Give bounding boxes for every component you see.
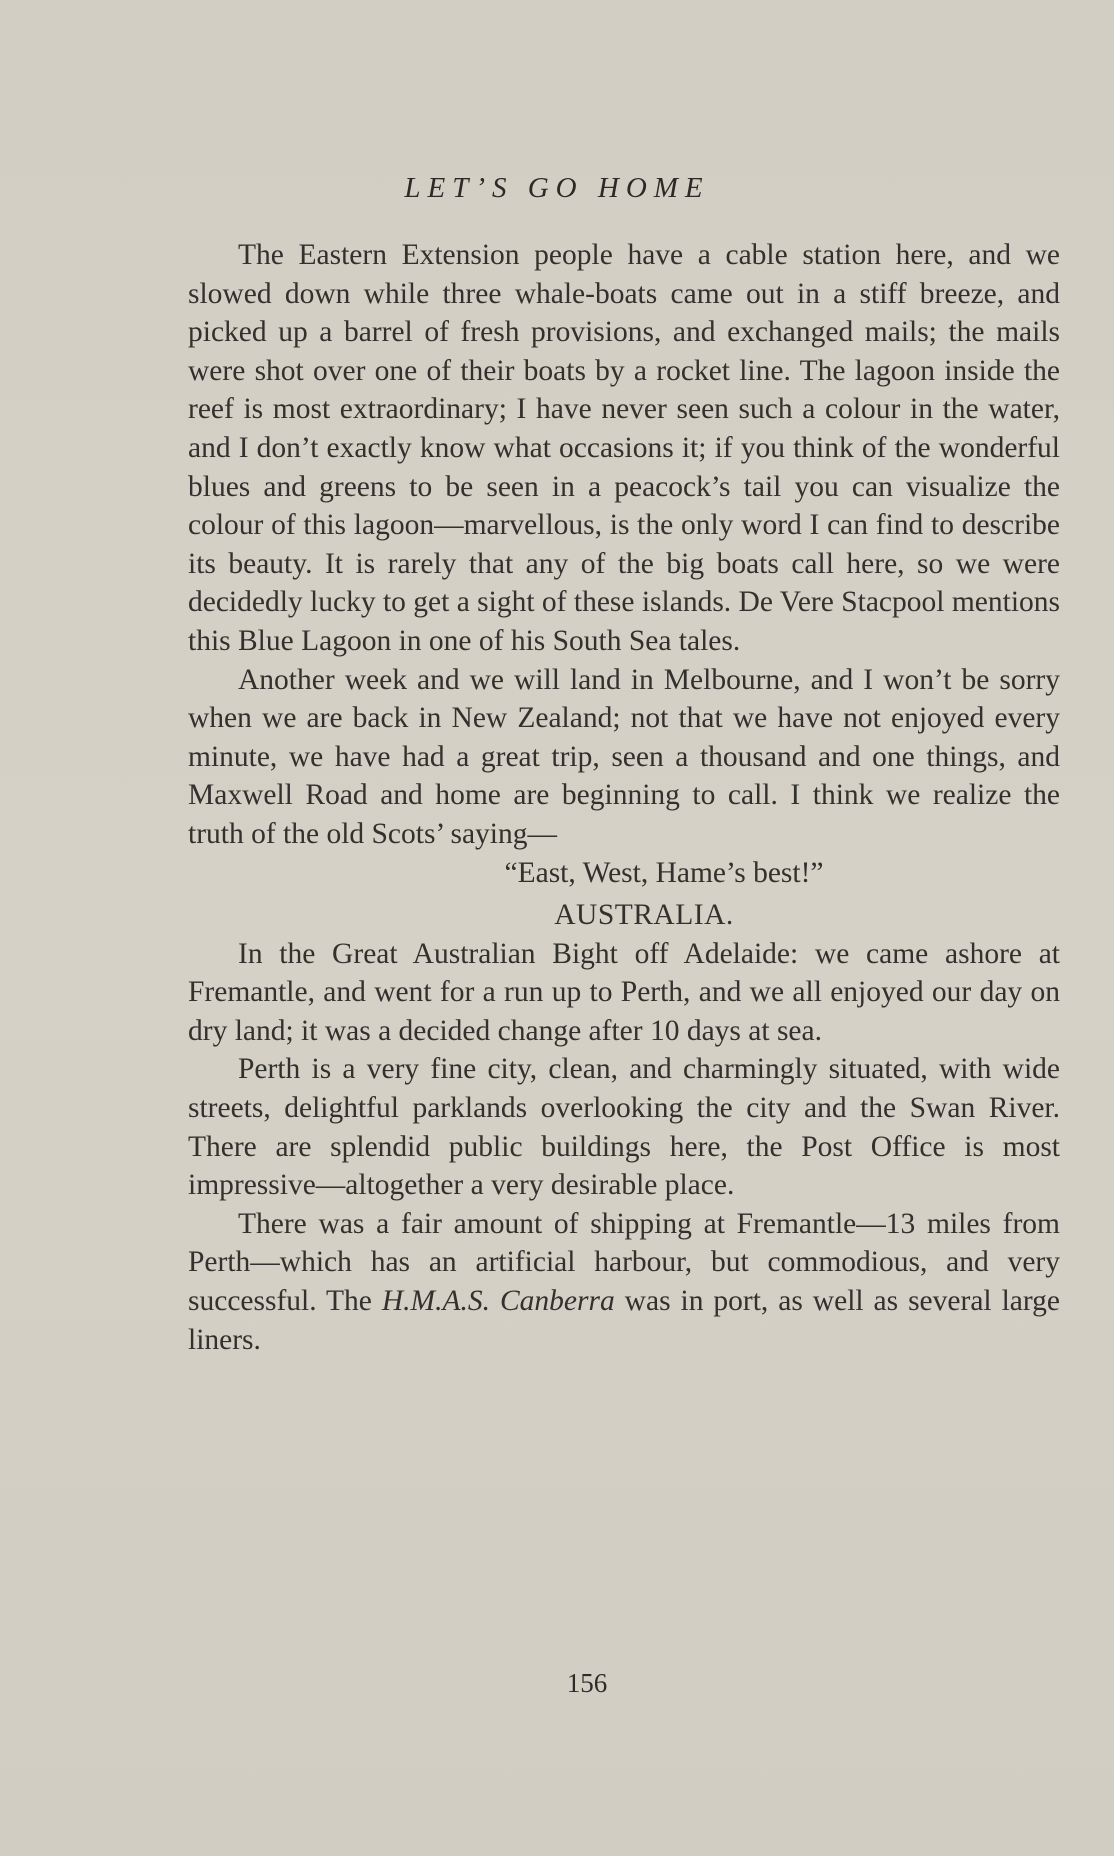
body-text	[188, 236, 1060, 1359]
quote-scots-saying: “East, West, Hame’s best!”	[504, 856, 824, 889]
running-head: LET’S GO HOME	[404, 172, 710, 204]
ship-name: H.M.A.S. Canberra	[381, 1285, 615, 1318]
paragraph-perth: Perth is a very fine city, clean, and charmingly situated, with wide streets, delightful parklands overlooking the city and the Swan River. There are splendid public buildings here, the Post Office is most impressive—altogether a very desirable place.	[188, 1053, 1060, 1202]
shipping-text-end: was in port, as well as several large liners.	[188, 1285, 1060, 1356]
paragraph-melbourne: Another week and we will land in Melbourne, and I won’t be sorry when we are back in New Zealand; not that we have not enjoyed every minute, we have had a great trip, seen a thousand and one things, and Maxwell Road and home are beginning to call. I think we realize the truth of the old Scots’ saying—	[188, 663, 1060, 850]
shipping-text-start: There was a fair amount of shipping at Fremantle—13 miles from Perth—which has an artificial harbour, but commodious, and very successful. The	[188, 1207, 1060, 1318]
page-number: 156	[566, 1668, 608, 1698]
paragraph-fremantle: In the Great Australian Bight off Adelaide: we came ashore at Fremantle, and went for a run up to Perth, and we all enjoyed our day on dry land; it was a decided change after 10 days at sea.	[188, 937, 1060, 1047]
paragraph-cable-station: The Eastern Extension people have a cable station here, and we slowed down while three whale-boats came out in a stiff breeze, and picked up a barrel of fresh provisions, and exchanged mails; the mails were shot over one of their boats by a rocket line. The lagoon inside the reef is most extraordinary; I have never seen such a colour in the water, and I don’t exactly know what occasions it; if you think of the wonderful blues and greens to be seen in a peacock’s tail you can visualize the colour of this lagoon—marvellous, is the only word I can find to describe its beauty. It is rarely that any of the big boats call here, so we were decidedly lucky to get a sight of these islands. De Vere Stacpool mentions this Blue Lagoon in one of his South Sea tales.	[188, 239, 1060, 657]
paragraph-shipping	[188, 1205, 1060, 1359]
section-heading-australia: AUSTRALIA.	[554, 899, 734, 932]
